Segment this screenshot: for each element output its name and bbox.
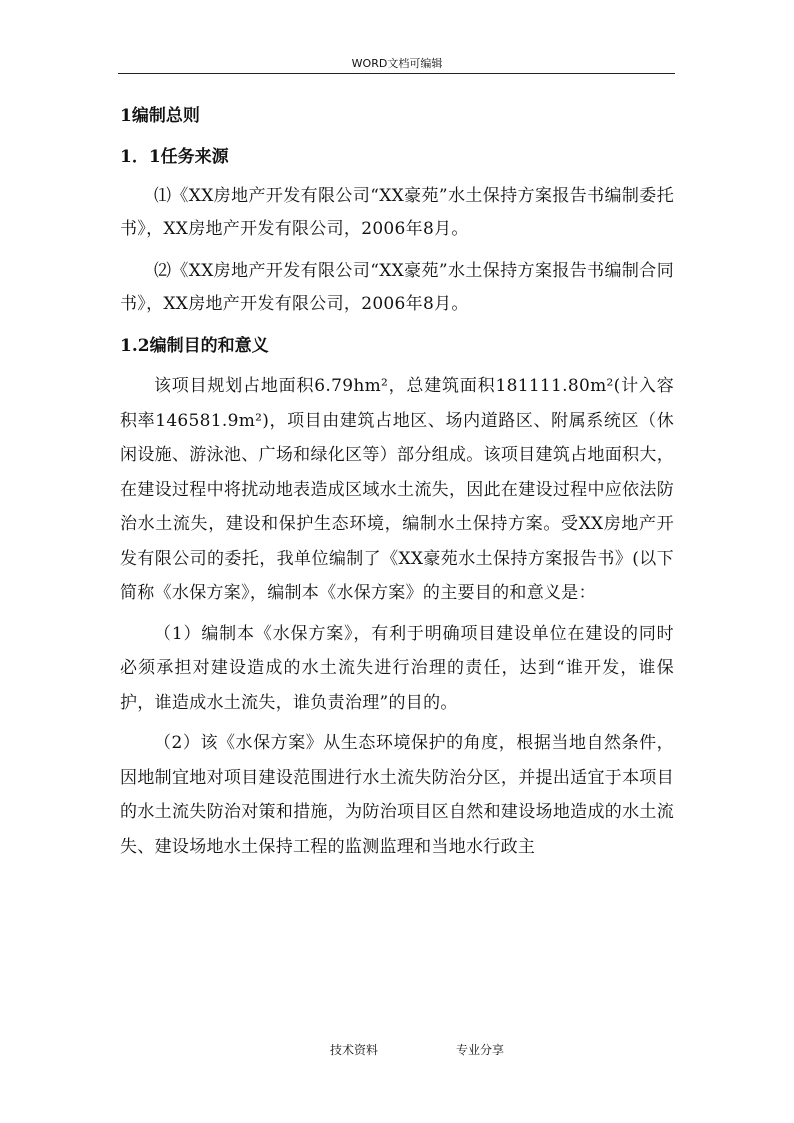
section-1-2-paragraph-1: 该项目规划占地面积6.79hm²，总建筑面积181111.80m²(计入容积率146581.9m²)，项目由建筑占地区、场内道路区、附属系统区（休闲设施、游泳池、广场和绿化区等）部分组成。该项目建筑占地面积大，在建设过程中将扰动地表造成区域水土流失，因此在建设过程中应依法防治水土流失，建设和保护生态环境，编制水土保持方案。受XX房地产开发有限公司的委托，我单位编制了《XX豪苑水土保持方案报告书》(以下简称《水保方案》，编制本《水保方案》的主要目的和意义是： — [120, 376, 674, 603]
footer-right-text: 专业分享 — [456, 1043, 505, 1057]
section-1-2-paragraph-3: （2）该《水保方案》从生态环境保护的角度，根据当地自然条件，因地制宜地对项目建设范围进行水土流失防治分区，并提出适宜于本项目的水土流失防治对策和措施，为防治项目区自然和建设场地造成的水土流失、建设场地水土保持工程的监测监理和当地水行政主 — [120, 733, 674, 857]
section-1-1-title: 1．1任务来源 — [120, 147, 229, 167]
section-1-1-paragraph-1: ⑴《XX房地产开发有限公司“XX豪苑”水土保持方案报告书编制委托书》，XX房地产开发有限公司，2006年8月。 — [120, 186, 674, 239]
section-1-2-paragraph-2: （1）编制本《水保方案》，有利于明确项目建设单位在建设的同时必须承担对建设造成的水土流失进行治理的责任，达到“谁开发，谁保护，谁造成水土流失，谁负责治理”的目的。 — [120, 623, 674, 713]
page-header: WORD文档可编辑 — [351, 57, 443, 70]
section-1-1-paragraph-2: ⑵《XX房地产开发有限公司“XX豪苑”水土保持方案报告书编制合同书》，XX房地产开发有限公司，2006年8月。 — [120, 261, 674, 314]
document-body — [120, 100, 674, 870]
header-divider — [118, 73, 675, 74]
footer-left-text: 技术资料 — [330, 1043, 379, 1057]
section-1-2-title: 1.2编制目的和意义 — [120, 336, 269, 356]
section-1-title: 1编制总则 — [120, 106, 200, 126]
